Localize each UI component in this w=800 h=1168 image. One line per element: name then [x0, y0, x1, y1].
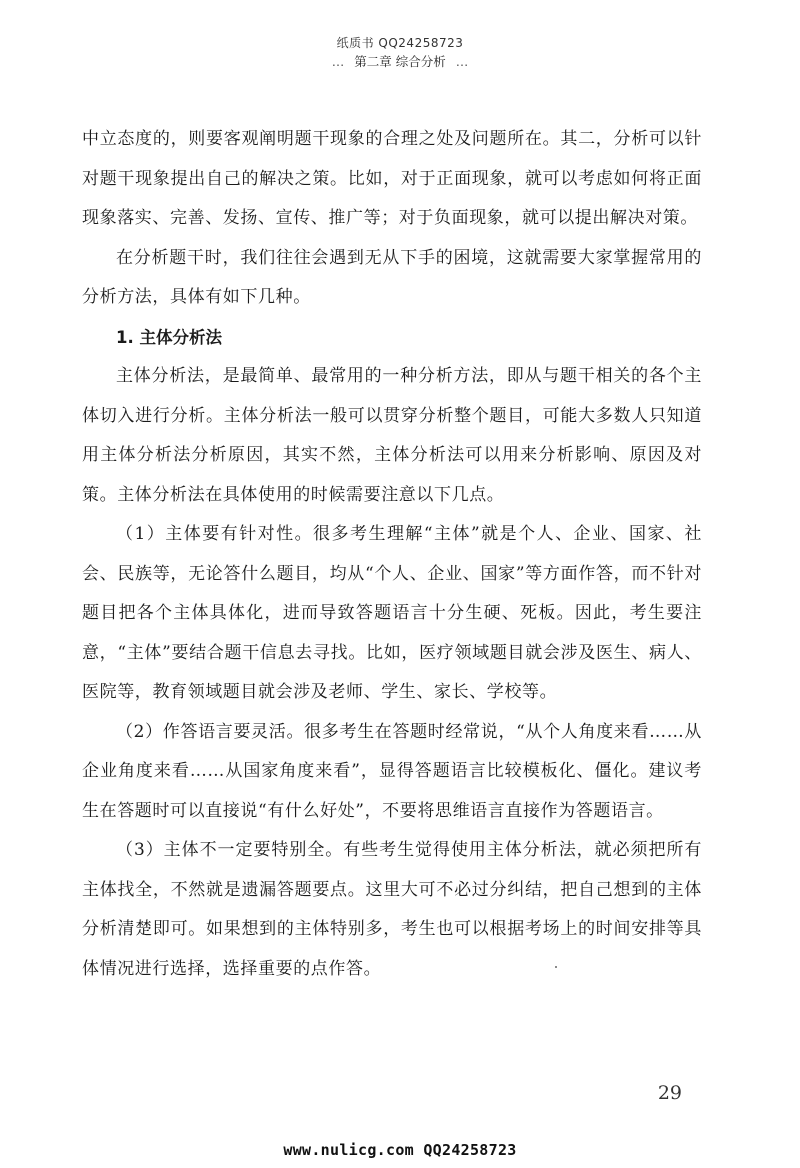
header-dots-left: …: [331, 54, 345, 69]
chapter-title: 第二章 综合分析: [354, 54, 446, 69]
paragraph-continued: 中立态度的，则要客观阐明题干现象的合理之处及问题所在。其二，分析可以针对题干现象提出自己的解决之策。比如，对于正面现象，就可以考虑如何将正面现象落实、完善、发扬、宣传、推广等；对于负面现象，就可以提出解决对策。: [82, 129, 702, 228]
paragraph-intro-methods: 在分析题干时，我们往往会遇到无从下手的困境，这就需要大家掌握常用的分析方法，具体有如下几种。: [82, 247, 702, 307]
page-body: [82, 120, 702, 989]
header-dots-right: …: [455, 54, 469, 69]
scan-speck: [555, 966, 557, 968]
paragraph-point-3: （3）主体不一定要特别全。有些考生觉得使用主体分析法，就必须把所有主体找全，不然就是遗漏答题要点。这里大可不必过分纠结，把自己想到的主体分析清楚即可。如果想到的主体特别多，考生也可以根据考场上的时间安排等具体情况进行选择，选择重要的点作答。: [82, 840, 702, 979]
header-watermark-text: 纸质书 QQ24258723: [336, 36, 464, 50]
paragraph-point-2: （2）作答语言要灵活。很多考生在答题时经常说，“从个人角度来看……从企业角度来看……从国家角度来看”，显得答题语言比较模板化、僵化。建议考生在答题时可以直接说“有什么好处”，不要将思维语言直接作为答题语言。: [82, 721, 702, 821]
footer-watermark: www.nulicg.com QQ24258723: [283, 1141, 517, 1159]
section-heading: 1. 主体分析法: [116, 327, 222, 347]
running-header-chapter: [0, 52, 800, 70]
paragraph-method-definition: 主体分析法，是最简单、最常用的一种分析方法，即从与题干相关的各个主体切入进行分析。主体分析法一般可以贯穿分析整个题目，可能大多数人只知道用主体分析法分析原因，其实不然，主体分析法可以用来分析影响、原因及对策。主体分析法在具体使用的时候需要注意以下几点。: [82, 366, 702, 505]
paragraph-point-1: （1）主体要有针对性。很多考生理解“主体”就是个人、企业、国家、社会、民族等，无论答什么题目，均从“个人、企业、国家”等方面作答，而不针对题目把各个主体具体化，进而导致答题语言十分生硬、死板。因此，考生要注意，“主体”要结合题干信息去寻找。比如，医疗领域题目就会涉及医生、病人、医院等，教育领域题目就会涉及老师、学生、家长、学校等。: [82, 524, 702, 702]
page-number: 29: [657, 1082, 682, 1104]
